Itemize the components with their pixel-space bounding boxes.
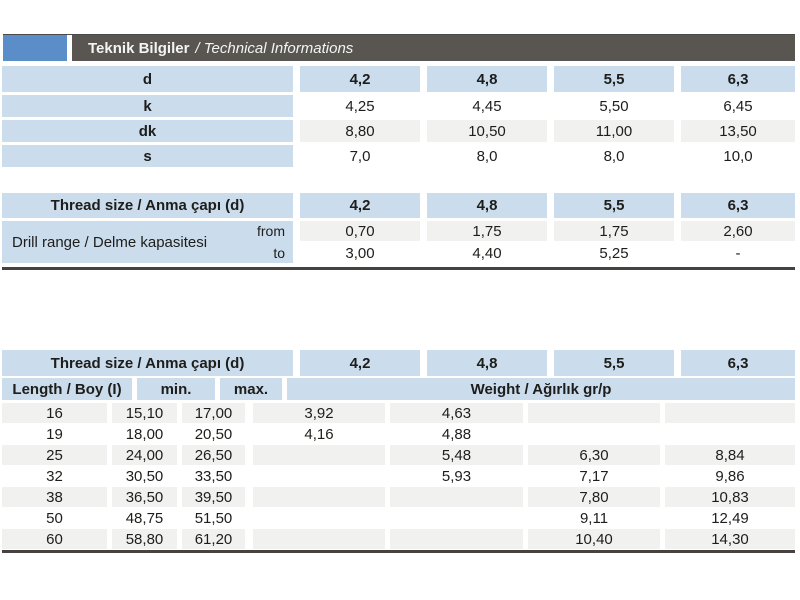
min-cell: 58,80 xyxy=(112,529,177,549)
table-cell: 4,25 xyxy=(300,95,420,117)
max-cell: 39,50 xyxy=(182,487,245,507)
weight-cell xyxy=(253,445,385,465)
drill-range-values xyxy=(300,221,795,263)
table-cell: 1,75 xyxy=(554,221,674,241)
length-cell: 60 xyxy=(2,529,107,549)
max-cell: 33,50 xyxy=(182,466,245,486)
weight-cell xyxy=(253,508,385,528)
weight-header: Weight / Ağırlık gr/p xyxy=(287,378,795,400)
weight-cell: 3,92 xyxy=(253,403,385,423)
drill-range-table xyxy=(2,193,795,263)
title-bar xyxy=(72,35,795,61)
thread-size-label: Thread size / Anma çapı (d) xyxy=(2,350,293,376)
table-cell: 13,50 xyxy=(681,120,795,142)
length-header: Length / Boy (I) xyxy=(2,378,132,400)
table-cell: 5,5 xyxy=(554,66,674,92)
min-header: min. xyxy=(137,378,215,400)
weights-table xyxy=(2,350,795,550)
table-row xyxy=(2,445,795,465)
weight-cell: 14,30 xyxy=(665,529,795,549)
weight-cell xyxy=(528,403,660,423)
max-cell: 51,50 xyxy=(182,508,245,528)
table-row xyxy=(2,120,795,142)
table-row xyxy=(2,378,795,400)
from-to-labels xyxy=(257,222,293,262)
weight-cell: 5,93 xyxy=(390,466,523,486)
table-cell: 10,0 xyxy=(681,145,795,167)
column-header: 6,3 xyxy=(681,350,795,376)
weight-cell xyxy=(253,529,385,549)
column-header: 5,5 xyxy=(554,193,674,218)
max-cell: 61,20 xyxy=(182,529,245,549)
table-cell: - xyxy=(681,243,795,263)
table-row xyxy=(2,424,795,444)
max-cell: 17,00 xyxy=(182,403,245,423)
weight-cell: 8,84 xyxy=(665,445,795,465)
weight-cell xyxy=(665,424,795,444)
table-cell: 4,40 xyxy=(427,243,547,263)
weight-cell xyxy=(528,424,660,444)
table-cell: 1,75 xyxy=(427,221,547,241)
min-cell: 30,50 xyxy=(112,466,177,486)
table-cell: 10,50 xyxy=(427,120,547,142)
table-row xyxy=(2,529,795,549)
table-cell: 8,0 xyxy=(427,145,547,167)
weight-cell: 7,17 xyxy=(528,466,660,486)
min-cell: 36,50 xyxy=(112,487,177,507)
table-row xyxy=(2,350,795,376)
length-cell: 19 xyxy=(2,424,107,444)
section-divider-2 xyxy=(2,550,795,553)
dimensions-table xyxy=(2,66,795,170)
column-header: 6,3 xyxy=(681,193,795,218)
min-cell: 48,75 xyxy=(112,508,177,528)
length-cell: 25 xyxy=(2,445,107,465)
table-cell: 0,70 xyxy=(300,221,420,241)
table-cell: 3,00 xyxy=(300,243,420,263)
weight-cell: 10,40 xyxy=(528,529,660,549)
table-row xyxy=(2,487,795,507)
table-cell: 2,60 xyxy=(681,221,795,241)
thread-size-label: Thread size / Anma çapı (d) xyxy=(2,193,293,218)
weight-cell: 4,16 xyxy=(253,424,385,444)
section-divider-1 xyxy=(2,267,795,270)
weight-cell: 9,11 xyxy=(528,508,660,528)
row-label: dk xyxy=(2,120,293,142)
weight-cell xyxy=(390,508,523,528)
table-cell: 4,2 xyxy=(300,66,420,92)
min-cell: 15,10 xyxy=(112,403,177,423)
table-row xyxy=(2,145,795,167)
length-cell: 38 xyxy=(2,487,107,507)
table-cell: 6,45 xyxy=(681,95,795,117)
weight-cell: 6,30 xyxy=(528,445,660,465)
column-header: 4,2 xyxy=(300,193,420,218)
max-cell: 20,50 xyxy=(182,424,245,444)
max-cell: 26,50 xyxy=(182,445,245,465)
table-cell: 8,80 xyxy=(300,120,420,142)
table-cell: 11,00 xyxy=(554,120,674,142)
table-row xyxy=(2,403,795,423)
table-row xyxy=(300,221,795,241)
weight-cell: 9,86 xyxy=(665,466,795,486)
row-label: d xyxy=(2,66,293,92)
weight-cell xyxy=(253,487,385,507)
table-row xyxy=(300,243,795,263)
weight-cell: 12,49 xyxy=(665,508,795,528)
column-header: 4,8 xyxy=(427,193,547,218)
weight-cell: 5,48 xyxy=(390,445,523,465)
table-row xyxy=(2,95,795,117)
table-row xyxy=(2,466,795,486)
from-label: from xyxy=(257,223,285,239)
weight-cell: 4,88 xyxy=(390,424,523,444)
table-cell: 4,8 xyxy=(427,66,547,92)
table-cell: 7,0 xyxy=(300,145,420,167)
table-row xyxy=(2,508,795,528)
table-cell: 6,3 xyxy=(681,66,795,92)
weight-cell: 4,63 xyxy=(390,403,523,423)
to-label: to xyxy=(273,245,285,261)
drill-range-label-text: Drill range / Delme kapasitesi xyxy=(12,233,208,251)
table-row xyxy=(2,193,795,218)
drill-range-label xyxy=(2,221,293,263)
max-header: max. xyxy=(220,378,282,400)
weight-cell xyxy=(665,403,795,423)
table-cell: 8,0 xyxy=(554,145,674,167)
column-header: 4,8 xyxy=(427,350,547,376)
min-cell: 24,00 xyxy=(112,445,177,465)
column-header: 4,2 xyxy=(300,350,420,376)
table-row xyxy=(2,221,795,263)
length-cell: 16 xyxy=(2,403,107,423)
weight-cell xyxy=(390,529,523,549)
min-cell: 18,00 xyxy=(112,424,177,444)
table-row xyxy=(2,66,795,92)
row-label: s xyxy=(2,145,293,167)
table-cell: 5,50 xyxy=(554,95,674,117)
table-cell: 5,25 xyxy=(554,243,674,263)
page-title-secondary: / Technical Informations xyxy=(195,39,354,57)
weight-cell: 7,80 xyxy=(528,487,660,507)
length-cell: 50 xyxy=(2,508,107,528)
table-cell: 4,45 xyxy=(427,95,547,117)
page-title-primary: Teknik Bilgiler xyxy=(88,39,190,57)
brand-block xyxy=(3,35,67,61)
length-cell: 32 xyxy=(2,466,107,486)
weight-cell xyxy=(390,487,523,507)
column-header: 5,5 xyxy=(554,350,674,376)
weight-cell xyxy=(253,466,385,486)
row-label: k xyxy=(2,95,293,117)
weight-cell: 10,83 xyxy=(665,487,795,507)
